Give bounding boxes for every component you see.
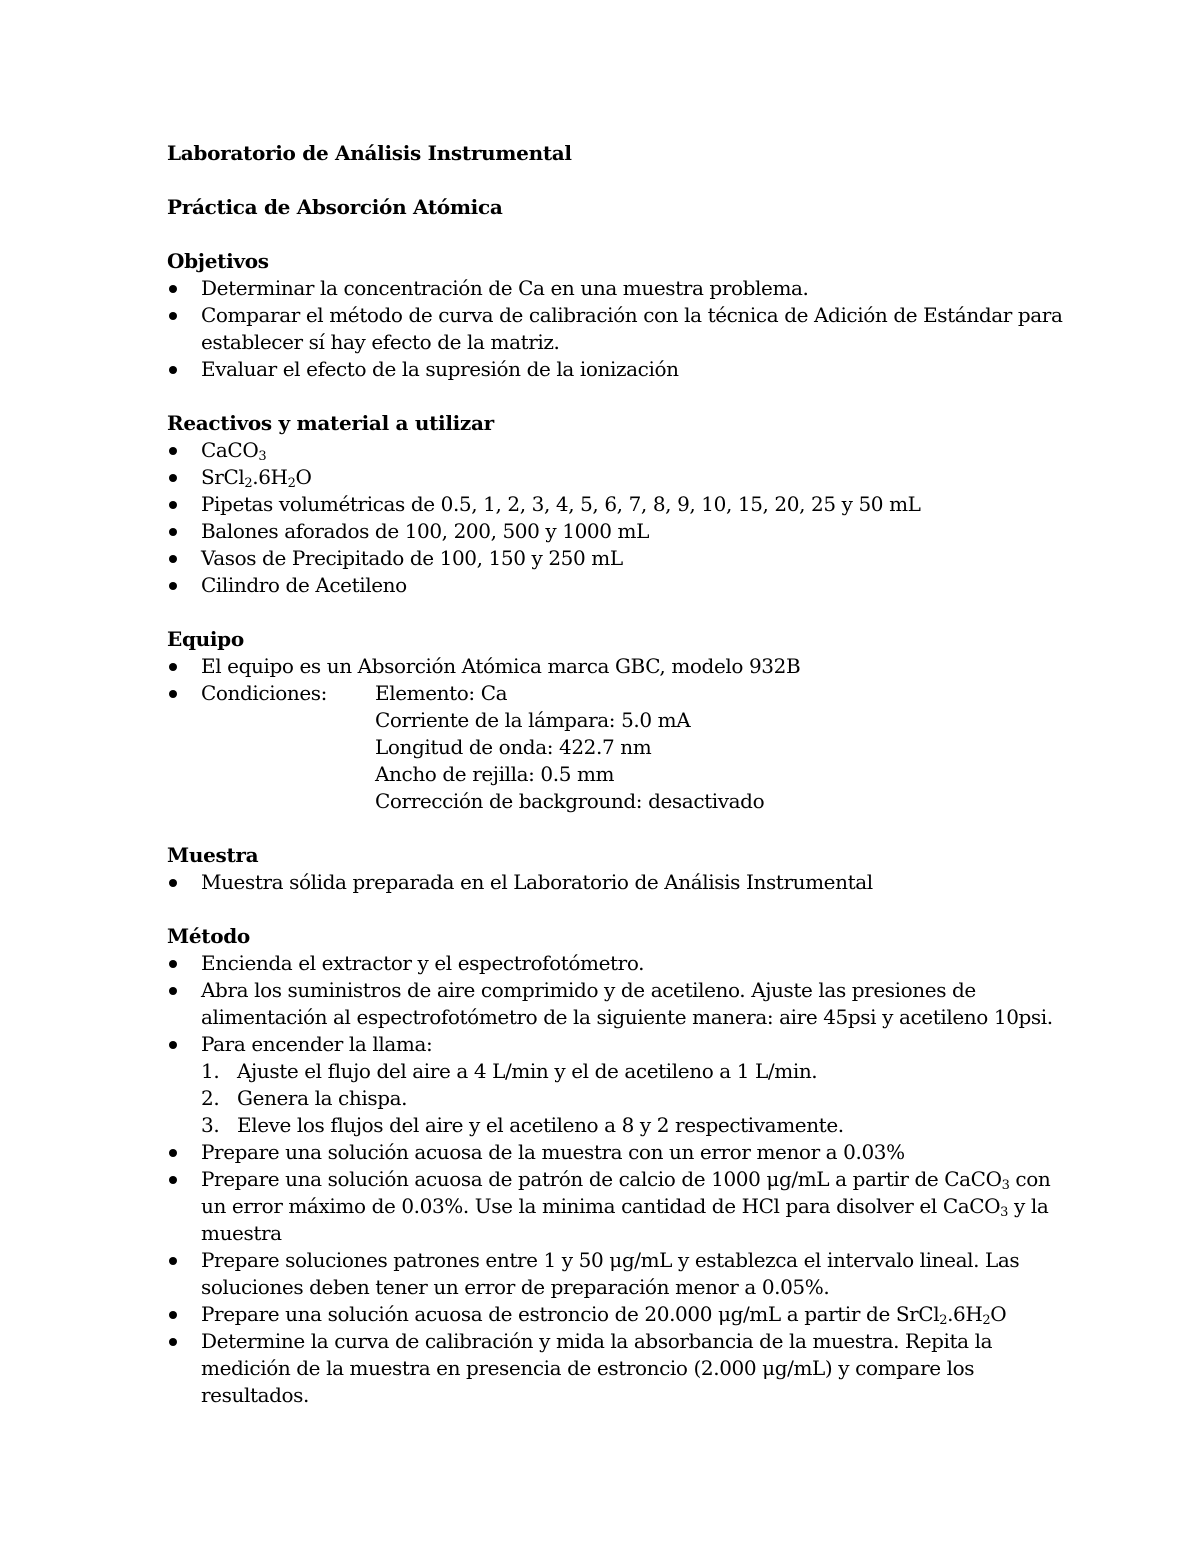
muestra-item: Muestra sólida preparada en el Laboratorio de Análisis Instrumental [167, 869, 1067, 896]
objetivo-item: Comparar el método de curva de calibración con la técnica de Adición de Estándar para establecer sí hay efecto de la matriz. [167, 302, 1067, 356]
objetivo-item: Evaluar el efecto de la supresión de la ionización [167, 356, 1067, 383]
condition-value: Corrección de background: desactivado [375, 789, 765, 813]
equipo-item: El equipo es un Absorción Atómica marca GBC, modelo 932B [167, 653, 1067, 680]
metodo-item: Determine la curva de calibración y mida la absorbancia de la muestra. Repita la medición de la muestra en presencia de estroncio (2.000 μg/mL) y compare los resultados. [167, 1328, 1067, 1409]
reactivo-item-caco3: CaCO$_3$ [167, 437, 1067, 464]
metodo-item: Prepare una solución acuosa de patrón de calcio de 1000 μg/mL a partir de CaCO$_3$ con un error máximo de 0.03%. Use la minima cantidad de HCl para disolver el CaCO$_3$ y la muestra [167, 1166, 1067, 1247]
condition-value: Ancho de rejilla: 0.5 mm [375, 762, 615, 786]
metodo-item: Abra los suministros de aire comprimido y de acetileno. Ajuste las presiones de alimentación al espectrofotómetro de la siguiente manera: aire 45psi y acetileno 10psi. [167, 977, 1067, 1031]
metodo-item: Prepare soluciones patrones entre 1 y 50 μg/mL y establezca el intervalo lineal. Las soluciones deben tener un error de preparación menor a 0.05%. [167, 1247, 1067, 1301]
metodo-heading: Método [167, 924, 250, 948]
condition-value: Corriente de la lámpara: 5.0 mA [375, 708, 691, 732]
metodo-item: Encienda el extractor y el espectrofotómetro. [167, 950, 1067, 977]
reactivo-item: Balones aforados de 100, 200, 500 y 1000 mL [167, 518, 1067, 545]
equipo-heading: Equipo [167, 627, 244, 651]
conditions-label: Condiciones: [201, 681, 327, 705]
reactivo-item: Cilindro de Acetileno [167, 572, 1067, 599]
reactivos-heading: Reactivos y material a utilizar [167, 411, 494, 435]
reactivo-item-srcl2: $SrCl_2.6H_2O$ [167, 464, 1067, 491]
reactivo-item: Vasos de Precipitado de 100, 150 y 250 mL [167, 545, 1067, 572]
muestra-heading: Muestra [167, 843, 259, 867]
metodo-step: 3. Eleve los flujos del aire y el acetileno a 8 y 2 respectivamente. [201, 1113, 844, 1137]
document-subtitle: Práctica de Absorción Atómica [167, 195, 503, 219]
metodo-item: Para encender la llama: [167, 1031, 1067, 1058]
condition-value: Longitud de onda: 422.7 nm [375, 735, 652, 759]
reactivo-item: Pipetas volumétricas de 0.5, 1, 2, 3, 4, 5, 6, 7, 8, 9, 10, 15, 20, 25 y 50 mL [167, 491, 1067, 518]
objetivos-heading: Objetivos [167, 249, 269, 273]
metodo-step: 1. Ajuste el flujo del aire a 4 L/min y el de acetileno a 1 L/min. [201, 1059, 818, 1083]
objetivo-item: Determinar la concentración de Ca en una muestra problema. [167, 275, 1067, 302]
condition-value: Elemento: Ca [375, 681, 508, 705]
equipo-conditions [167, 680, 1067, 707]
metodo-item: Prepare una solución acuosa de estroncio de 20.000 μg/mL a partir de $SrCl_2.6H_2O$ [167, 1301, 1067, 1328]
metodo-item: Prepare una solución acuosa de la muestra con un error menor a 0.03% [167, 1139, 1067, 1166]
document-title: Laboratorio de Análisis Instrumental [167, 141, 572, 165]
metodo-step: 2. Genera la chispa. [201, 1086, 408, 1110]
document-body [167, 140, 1067, 1409]
